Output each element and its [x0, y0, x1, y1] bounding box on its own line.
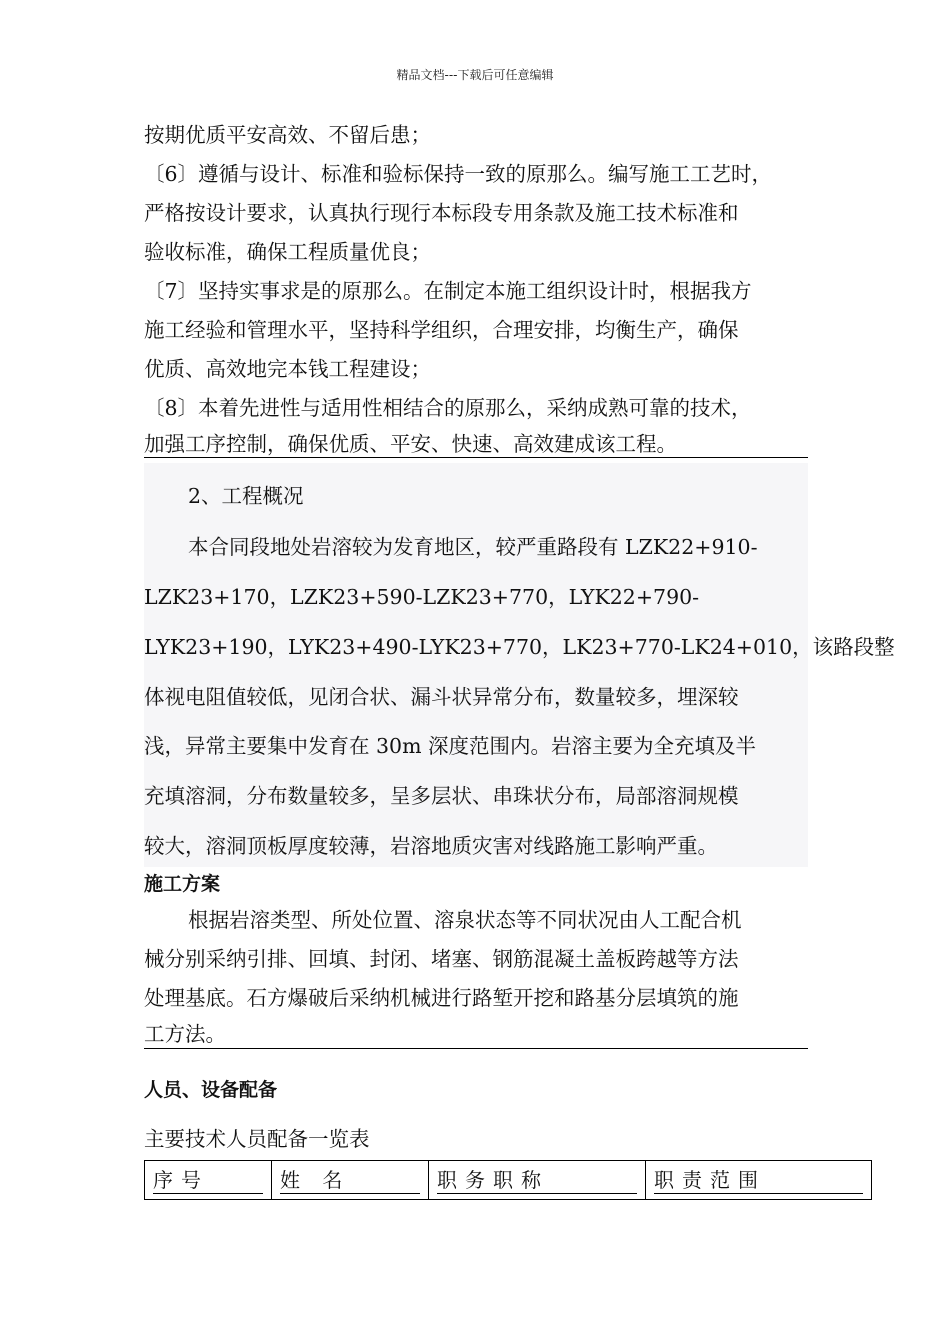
section-heading-staffing: 人员、设备配备	[144, 1079, 278, 1101]
paragraph-line: 处理基底。石方爆破后采纳机械进行路堑开挖和路基分层填筑的施	[144, 986, 739, 1010]
paragraph-line: LZK23+170，LZK23+590-LZK23+770，LYK22+790-	[144, 585, 700, 609]
paragraph-line: 按期优质平安高效、不留后患；	[144, 123, 431, 147]
table-header-cell	[429, 1161, 646, 1200]
paragraph-line: 严格按设计要求，认真执行现行本标段专用条款及施工技术标准和	[144, 201, 739, 225]
paragraph-line: 〔7〕坚持实事求是的原那么。在制定本施工组织设计时，根据我方	[144, 279, 752, 303]
table-caption: 主要技术人员配备一览表	[144, 1127, 370, 1151]
page-header: 精品文档---下载后可任意编辑	[396, 68, 554, 82]
paragraph-line: 加强工序控制，确保优质、平安、快速、高效建成该工程。	[144, 432, 677, 456]
header-duties: 职责范围	[654, 1167, 863, 1194]
table-header-cell	[145, 1161, 272, 1200]
paragraph-line: 浅，异常主要集中发育在 30m 深度范围内。岩溶主要为全充填及半	[144, 734, 757, 758]
section-divider	[144, 457, 808, 458]
paragraph-line: 施工经验和管理水平，坚持科学组织，合理安排，均衡生产，确保	[144, 318, 739, 342]
paragraph-line: 本合同段地处岩溶较为发育地区，较严重路段有 LZK22+910-	[188, 535, 758, 559]
paragraph-line: 优质、高效地完本钱工程建设；	[144, 357, 431, 381]
paragraph-line: 体视电阻值较低，见闭合状、漏斗状异常分布，数量较多，埋深较	[144, 685, 739, 709]
paragraph-line: 充填溶洞，分布数量较多，呈多层状、串珠状分布，局部溶洞规模	[144, 784, 739, 808]
paragraph-line: 〔8〕本着先进性与适用性相结合的原那么，采纳成熟可靠的技术，	[144, 396, 752, 420]
section-divider	[144, 1048, 808, 1049]
paragraph-line: 〔6〕遵循与设计、标准和验标保持一致的原那么。编写施工工艺时，	[144, 162, 773, 186]
paragraph-line: LYK23+190，LYK23+490-LYK23+770，LK23+770-LK24+010，该路段整	[144, 635, 895, 659]
header-title: 职务职称	[437, 1167, 637, 1194]
section-heading-construction-plan: 施工方案	[144, 873, 221, 895]
paragraph-line: 较大，溶洞顶板厚度较薄，岩溶地质灾害对线路施工影响严重。	[144, 834, 718, 858]
paragraph-line: 根据岩溶类型、所处位置、溶泉状态等不同状况由人工配合机	[188, 908, 742, 932]
staff-table	[144, 1160, 872, 1200]
table-header-row	[145, 1161, 872, 1200]
table-header-cell	[272, 1161, 429, 1200]
header-number: 序号	[153, 1167, 263, 1194]
section-heading-overview: 2、工程概况	[188, 484, 304, 508]
paragraph-line: 械分别采纳引排、回填、封闭、堵塞、钢筋混凝土盖板跨越等方法	[144, 947, 739, 971]
paragraph-line: 工方法。	[144, 1022, 226, 1046]
paragraph-line: 验收标准，确保工程质量优良；	[144, 240, 431, 264]
header-name: 姓 名	[280, 1167, 420, 1194]
table-header-cell	[646, 1161, 872, 1200]
